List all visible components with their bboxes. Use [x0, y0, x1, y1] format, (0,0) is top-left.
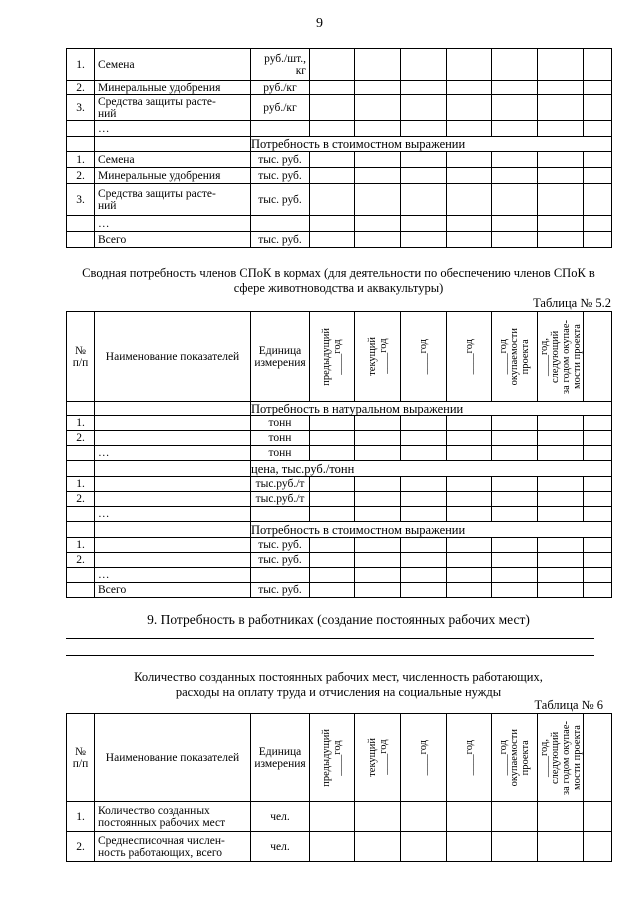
section-row: [67, 461, 612, 477]
value-cell: [447, 121, 492, 137]
row-name: Семена: [95, 152, 251, 168]
table-row: [67, 431, 612, 446]
value-cell: [401, 492, 447, 507]
row-unit: тыс. руб.: [251, 538, 310, 553]
row-number: 1.: [67, 477, 95, 492]
header-num: № п/п: [67, 714, 95, 802]
value-cell: [492, 568, 538, 583]
row-unit: чел.: [251, 832, 310, 862]
row-name: Количество созданных постоянных рабочих мест: [95, 802, 251, 832]
header-unit: Единица измерения: [251, 312, 310, 402]
table-row: [67, 184, 612, 216]
header-row: [67, 312, 612, 402]
blank-line-1: [66, 638, 594, 639]
table-workers: [66, 713, 612, 862]
header-prev-year-label: предыдущий ____год: [321, 728, 343, 787]
row-name: Всего: [95, 232, 251, 248]
row-number: [67, 446, 95, 461]
value-cell: [538, 416, 584, 431]
value-cell: [401, 216, 447, 232]
table-row: [67, 216, 612, 232]
row-name: [95, 538, 251, 553]
value-cell: [310, 507, 355, 522]
value-cell: [447, 49, 492, 81]
row-name: [95, 461, 251, 477]
value-cell: [401, 568, 447, 583]
value-cell: [584, 416, 612, 431]
row-name: …: [95, 507, 251, 522]
value-cell: [355, 538, 401, 553]
row-number: [67, 522, 95, 538]
value-cell: [401, 431, 447, 446]
value-cell: [584, 95, 612, 121]
header-current-year-label: текущий ____год: [366, 738, 389, 777]
value-cell: [310, 184, 355, 216]
value-cell: [310, 95, 355, 121]
row-name: [95, 402, 251, 416]
row-unit: тыс.руб./т: [251, 477, 310, 492]
value-cell: [538, 152, 584, 168]
row-name: [95, 137, 251, 152]
header-year: [401, 714, 447, 802]
row-number: [67, 137, 95, 152]
value-cell: [401, 168, 447, 184]
value-cell: [584, 583, 612, 598]
row-name: Средства защиты расте- ний: [95, 184, 251, 216]
header-current-year-label: текущий ____год: [366, 337, 389, 376]
value-cell: [538, 802, 584, 832]
table-row: [67, 832, 612, 862]
value-cell: [538, 216, 584, 232]
table-row: [67, 152, 612, 168]
row-unit: тыс. руб.: [251, 184, 310, 216]
table-row: [67, 568, 612, 583]
value-cell: [447, 568, 492, 583]
section-cost: Потребность в стоимостном выражении: [251, 522, 612, 538]
row-name: Всего: [95, 583, 251, 598]
row-unit: руб./шт., кг: [251, 49, 310, 81]
value-cell: [584, 312, 612, 402]
row-name: Минеральные удобрения: [95, 168, 251, 184]
row-unit: [251, 216, 310, 232]
value-cell: [401, 416, 447, 431]
value-cell: [538, 832, 584, 862]
value-cell: [538, 168, 584, 184]
value-cell: [538, 507, 584, 522]
value-cell: [584, 477, 612, 492]
header-prev-year: [310, 714, 355, 802]
value-cell: [584, 232, 612, 248]
row-unit: [251, 507, 310, 522]
value-cell: [310, 168, 355, 184]
row-name: …: [95, 121, 251, 137]
row-name: …: [95, 446, 251, 461]
table-row: [67, 49, 612, 81]
section-row: [67, 522, 612, 538]
table-row: [67, 507, 612, 522]
row-unit: тыс. руб.: [251, 232, 310, 248]
value-cell: [355, 832, 401, 862]
value-cell: [447, 492, 492, 507]
row-unit: тыс. руб.: [251, 553, 310, 568]
row-number: [67, 583, 95, 598]
value-cell: [401, 583, 447, 598]
table-row: [67, 121, 612, 137]
value-cell: [401, 832, 447, 862]
row-number: 2.: [67, 81, 95, 95]
value-cell: [401, 802, 447, 832]
header-after-payback-year-label: ____год, следующий за годом окупае- мости проекта: [538, 319, 583, 394]
value-cell: [355, 184, 401, 216]
row-unit: руб./кг: [251, 81, 310, 95]
row-number: [67, 232, 95, 248]
header-current-year: [355, 312, 401, 402]
row-name: …: [95, 568, 251, 583]
table-row: [67, 583, 612, 598]
header-name: Наименование показателей: [95, 312, 251, 402]
value-cell: [584, 121, 612, 137]
row-number: 3.: [67, 184, 95, 216]
value-cell: [447, 431, 492, 446]
value-cell: [447, 184, 492, 216]
value-cell: [355, 152, 401, 168]
value-cell: [401, 553, 447, 568]
value-cell: [401, 538, 447, 553]
row-name: [95, 553, 251, 568]
value-cell: [538, 538, 584, 553]
value-cell: [355, 583, 401, 598]
value-cell: [447, 152, 492, 168]
value-cell: [492, 216, 538, 232]
value-cell: [355, 446, 401, 461]
value-cell: [447, 802, 492, 832]
table-row: [67, 232, 612, 248]
value-cell: [538, 477, 584, 492]
section-price: цена, тыс.руб./тонн: [251, 461, 612, 477]
header-current-year: [355, 714, 401, 802]
row-unit: тыс.руб./т: [251, 492, 310, 507]
value-cell: [492, 446, 538, 461]
row-number: 1.: [67, 802, 95, 832]
value-cell: [401, 446, 447, 461]
value-cell: [584, 152, 612, 168]
value-cell: [310, 431, 355, 446]
value-cell: [401, 152, 447, 168]
table-feed: [66, 311, 612, 598]
table-row: [67, 95, 612, 121]
row-number: 2.: [67, 168, 95, 184]
value-cell: [538, 568, 584, 583]
header-after-payback-year: [538, 714, 584, 802]
header-prev-year: [310, 312, 355, 402]
value-cell: [538, 49, 584, 81]
value-cell: [310, 416, 355, 431]
section-natural: Потребность в натуральном выражении: [251, 402, 612, 416]
value-cell: [584, 802, 612, 832]
value-cell: [401, 507, 447, 522]
value-cell: [401, 232, 447, 248]
value-cell: [355, 553, 401, 568]
header-num: № п/п: [67, 312, 95, 402]
value-cell: [492, 507, 538, 522]
value-cell: [584, 216, 612, 232]
value-cell: [538, 121, 584, 137]
table-row: [67, 538, 612, 553]
value-cell: [310, 81, 355, 95]
value-cell: [401, 477, 447, 492]
value-cell: [447, 95, 492, 121]
table-6-number: Таблица № 6: [534, 698, 603, 712]
value-cell: [447, 81, 492, 95]
value-cell: [584, 568, 612, 583]
row-unit: тыс. руб.: [251, 168, 310, 184]
header-prev-year-label: предыдущий ____год: [321, 327, 343, 386]
value-cell: [355, 168, 401, 184]
header-year: [447, 714, 492, 802]
value-cell: [355, 216, 401, 232]
value-cell: [355, 95, 401, 121]
row-unit: тонн: [251, 416, 310, 431]
row-name: …: [95, 216, 251, 232]
value-cell: [492, 121, 538, 137]
row-unit: чел.: [251, 802, 310, 832]
value-cell: [310, 538, 355, 553]
row-name: Средства защиты расте- ний: [95, 95, 251, 121]
value-cell: [447, 507, 492, 522]
value-cell: [401, 184, 447, 216]
value-cell: [447, 538, 492, 553]
value-cell: [355, 416, 401, 431]
value-cell: [310, 477, 355, 492]
header-payback-year: [492, 714, 538, 802]
row-number: [67, 216, 95, 232]
header-payback-year: [492, 312, 538, 402]
row-name: Семена: [95, 49, 251, 81]
header-after-payback-year: [538, 312, 584, 402]
header-row: [67, 714, 612, 802]
value-cell: [492, 184, 538, 216]
value-cell: [355, 49, 401, 81]
value-cell: [492, 553, 538, 568]
row-unit: [251, 121, 310, 137]
value-cell: [538, 553, 584, 568]
table-row: [67, 553, 612, 568]
value-cell: [492, 832, 538, 862]
value-cell: [310, 446, 355, 461]
row-name: [95, 522, 251, 538]
row-number: 1.: [67, 152, 95, 168]
value-cell: [538, 232, 584, 248]
row-name: [95, 431, 251, 446]
table-resources: [66, 48, 612, 248]
value-cell: [310, 121, 355, 137]
value-cell: [310, 49, 355, 81]
table-row: [67, 81, 612, 95]
value-cell: [538, 95, 584, 121]
header-year-label: ____год: [418, 338, 429, 375]
value-cell: [492, 49, 538, 81]
value-cell: [310, 568, 355, 583]
value-cell: [447, 168, 492, 184]
header-payback-year-label: ____год окупаемости проекта: [498, 728, 531, 787]
value-cell: [401, 95, 447, 121]
row-unit: руб./кг: [251, 95, 310, 121]
value-cell: [447, 416, 492, 431]
header-year-label: ____год: [463, 338, 475, 375]
row-number: 2.: [67, 832, 95, 862]
value-cell: [401, 121, 447, 137]
value-cell: [447, 232, 492, 248]
header-payback-year-label: ____год окупаемости проекта: [498, 327, 531, 386]
value-cell: [492, 538, 538, 553]
value-cell: [355, 802, 401, 832]
value-cell: [584, 184, 612, 216]
row-number: 2.: [67, 431, 95, 446]
row-unit: тыс. руб.: [251, 583, 310, 598]
value-cell: [584, 81, 612, 95]
row-name: [95, 492, 251, 507]
value-cell: [584, 538, 612, 553]
value-cell: [492, 416, 538, 431]
table-row: [67, 446, 612, 461]
header-year: [447, 312, 492, 402]
value-cell: [492, 95, 538, 121]
section-9-heading: 9. Потребность в работниках (создание постоянных рабочих мест): [147, 612, 530, 627]
value-cell: [492, 81, 538, 95]
table-row: [67, 492, 612, 507]
table-6-caption: Количество созданных постоянных рабочих мест, численность работающих, расходы на оплату труда и отчисления на социальные нужды: [134, 670, 543, 699]
value-cell: [492, 168, 538, 184]
value-cell: [447, 446, 492, 461]
value-cell: [584, 431, 612, 446]
header-name: Наименование показателей: [95, 714, 251, 802]
value-cell: [538, 583, 584, 598]
value-cell: [310, 216, 355, 232]
header-year: [401, 312, 447, 402]
value-cell: [355, 431, 401, 446]
value-cell: [538, 431, 584, 446]
table-row: [67, 477, 612, 492]
blank-line-2: [66, 655, 594, 656]
value-cell: [538, 184, 584, 216]
value-cell: [447, 832, 492, 862]
row-number: 2.: [67, 553, 95, 568]
value-cell: [310, 553, 355, 568]
value-cell: [355, 232, 401, 248]
header-year-label: ____год: [418, 739, 429, 776]
value-cell: [355, 568, 401, 583]
value-cell: [447, 477, 492, 492]
row-number: 2.: [67, 492, 95, 507]
page-number: 9: [316, 16, 323, 31]
value-cell: [492, 232, 538, 248]
row-number: 1.: [67, 416, 95, 431]
row-number: [67, 461, 95, 477]
value-cell: [584, 832, 612, 862]
value-cell: [492, 152, 538, 168]
value-cell: [355, 121, 401, 137]
value-cell: [584, 168, 612, 184]
row-number: 1.: [67, 538, 95, 553]
row-number: [67, 402, 95, 416]
value-cell: [584, 446, 612, 461]
row-unit: [251, 568, 310, 583]
value-cell: [310, 152, 355, 168]
row-unit: тыс. руб.: [251, 152, 310, 168]
table-row: [67, 168, 612, 184]
row-name: Среднесписочная числен- ность работающих, всего: [95, 832, 251, 862]
value-cell: [492, 431, 538, 446]
value-cell: [355, 492, 401, 507]
row-number: [67, 568, 95, 583]
value-cell: [538, 446, 584, 461]
row-name: [95, 416, 251, 431]
value-cell: [492, 583, 538, 598]
header-unit: Единица измерения: [251, 714, 310, 802]
row-name: Минеральные удобрения: [95, 81, 251, 95]
row-number: 1.: [67, 49, 95, 81]
row-number: 3.: [67, 95, 95, 121]
value-cell: [584, 49, 612, 81]
value-cell: [355, 507, 401, 522]
value-cell: [355, 81, 401, 95]
table-5-2-number: Таблица № 5.2: [533, 296, 611, 310]
value-cell: [310, 802, 355, 832]
value-cell: [584, 714, 612, 802]
row-unit: тонн: [251, 431, 310, 446]
table-5-2-caption: Сводная потребность членов СПоК в кормах (для деятельности по обеспечению членов СПоК в сфере животноводства и аквакультуры): [82, 266, 595, 295]
header-year-label: ____год: [463, 739, 475, 776]
value-cell: [584, 553, 612, 568]
value-cell: [310, 583, 355, 598]
section-cost: Потребность в стоимостном выражении: [251, 137, 612, 152]
header-after-payback-year-label: ____год, следующий за годом окупае- мости проекта: [538, 720, 583, 795]
row-unit: тонн: [251, 446, 310, 461]
section-row: [67, 137, 612, 152]
table-row: [67, 416, 612, 431]
value-cell: [538, 492, 584, 507]
value-cell: [492, 802, 538, 832]
value-cell: [492, 492, 538, 507]
value-cell: [401, 81, 447, 95]
row-name: [95, 477, 251, 492]
value-cell: [492, 477, 538, 492]
row-number: [67, 121, 95, 137]
value-cell: [538, 81, 584, 95]
value-cell: [310, 832, 355, 862]
value-cell: [584, 492, 612, 507]
value-cell: [447, 583, 492, 598]
value-cell: [355, 477, 401, 492]
value-cell: [447, 216, 492, 232]
value-cell: [584, 507, 612, 522]
table-row: [67, 802, 612, 832]
value-cell: [310, 492, 355, 507]
row-number: [67, 507, 95, 522]
value-cell: [447, 553, 492, 568]
value-cell: [310, 232, 355, 248]
value-cell: [401, 49, 447, 81]
section-row: [67, 402, 612, 416]
